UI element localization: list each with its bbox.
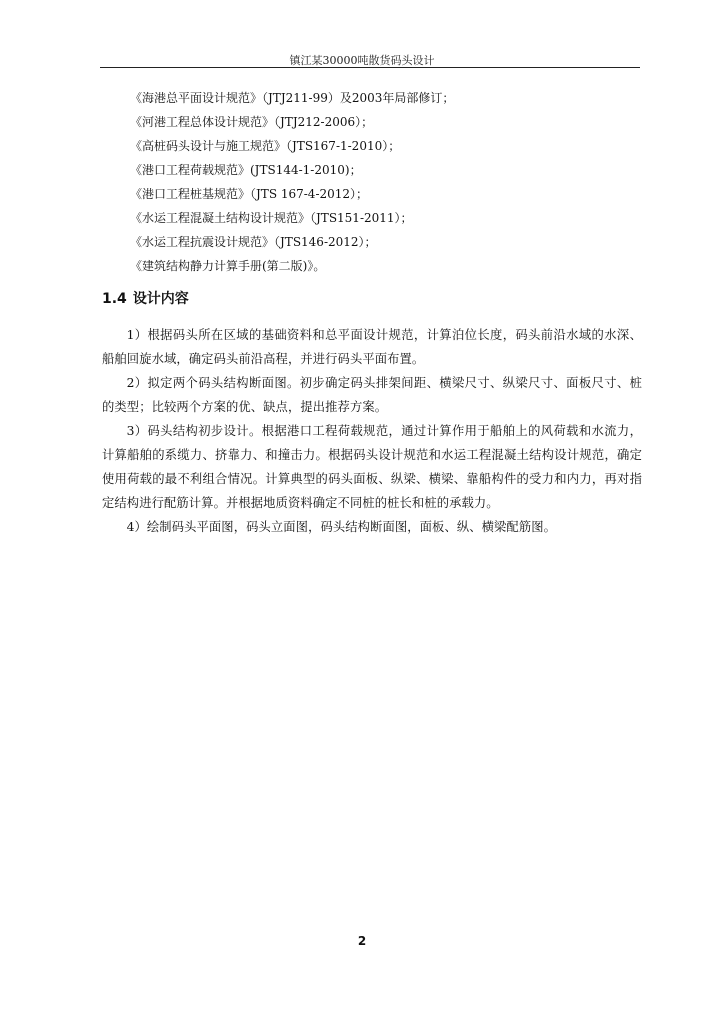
section-number: 1.4 (102, 291, 127, 307)
reference-item: 《海港总平面设计规范》（JTJ211-99）及2003年局部修订； (130, 91, 455, 105)
section-body (102, 323, 642, 539)
body-paragraph: 1）根据码头所在区域的基础资料和总平面设计规范，计算泊位长度，码头前沿水域的水深、船舶回旋水域，确定码头前沿高程，并进行码头平面布置。 (102, 328, 642, 366)
body-paragraph: 3）码头结构初步设计。根据港口工程荷载规范，通过计算作用于船舶上的风荷载和水流力，计算船舶的系缆力、挤靠力、和撞击力。根据码头设计规范和水运工程混凝土结构设计规范，确定使用荷载的最不利组合情况。计算典型的码头面板、纵梁、横梁、靠船构件的受力和内力，再对指定结构进行配筋计算。并根据地质资料确定不同桩的桩长和桩的承载力。 (102, 424, 642, 510)
section-heading (102, 288, 189, 308)
reference-item: 《港口工程桩基规范》（JTS 167-4-2012）； (130, 187, 369, 201)
reference-item: 《高桩码头设计与施工规范》（JTS167-1-2010）； (130, 139, 401, 153)
reference-item: 《建筑结构静力计算手册(第二版)》。 (130, 259, 326, 273)
page-number: 2 (357, 934, 367, 948)
running-header: 镇江某30000吨散货码头设计 (289, 54, 435, 67)
reference-item: 《港口工程荷载规范》(JTS144-1-2010)； (130, 163, 362, 177)
reference-item: 《水运工程抗震设计规范》（JTS146-2012）； (130, 235, 377, 249)
reference-item: 《河港工程总体设计规范》（JTJ212-2006）； (130, 115, 374, 129)
header-divider (100, 67, 640, 68)
body-paragraph: 2）拟定两个码头结构断面图。初步确定码头排架间距、横梁尺寸、纵梁尺寸、面板尺寸、桩的类型；比较两个方案的优、缺点，提出推荐方案。 (102, 376, 642, 414)
reference-item: 《水运工程混凝土结构设计规范》（JTS151-2011）； (130, 211, 413, 225)
body-paragraph: 4）绘制码头平面图，码头立面图，码头结构断面图，面板、纵、横梁配筋图。 (126, 520, 557, 534)
reference-list (130, 86, 650, 278)
section-title: 设计内容 (132, 291, 189, 307)
